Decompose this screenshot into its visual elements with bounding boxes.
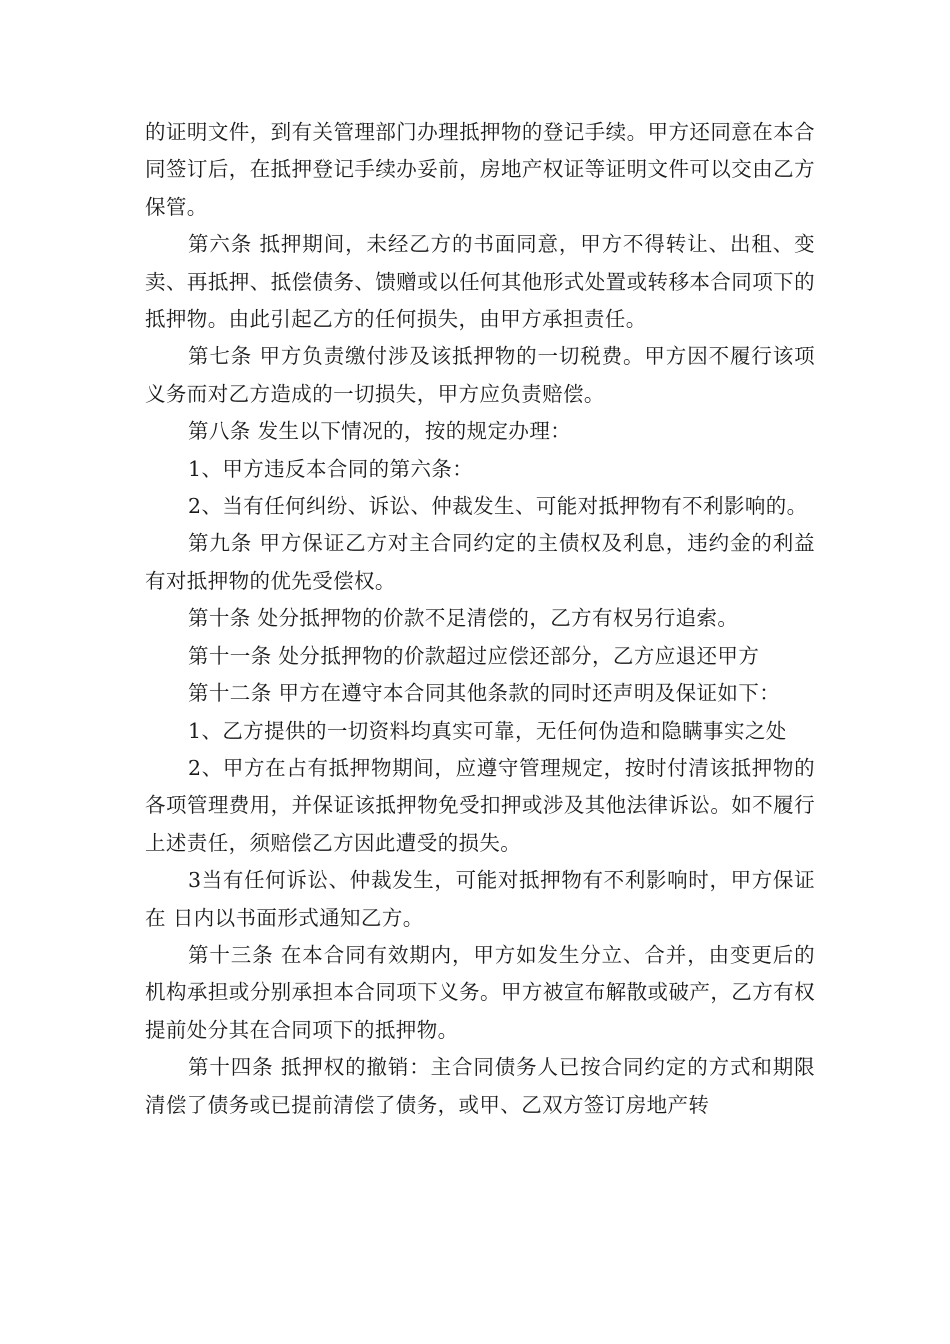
paragraph-article-12: 第十二条 甲方在遵守本合同其他条款的同时还声明及保证如下：: [188, 681, 781, 706]
paragraph-article-9: 第九条 甲方保证乙方对主合同约定的主债权及利息，违约金的利益有对抵押物的优先受偿权。: [145, 531, 815, 593]
paragraph-article-14: 第十四条 抵押权的撤销：主合同债务人已按合同约定的方式和期限清偿了债务或已提前清偿了债务，或甲、乙双方签订房地产转: [145, 1055, 815, 1117]
paragraph-article-12-item-1: 1、乙方提供的一切资料均真实可靠，无任何伪造和隐瞒事实之处: [188, 718, 787, 743]
paragraph-article-13: 第十三条 在本合同有效期内，甲方如发生分立、合并，由变更后的机构承担或分别承担本合同项下义务。甲方被宣布解散或破产，乙方有权提前处分其在合同项下的抵押物。: [145, 942, 815, 1042]
paragraph-article-11: 第十一条 处分抵押物的价款超过应偿还部分，乙方应退还甲方: [188, 643, 760, 668]
paragraph-article-8-item-1: 1、甲方违反本合同的第六条：: [188, 456, 474, 481]
paragraph-certificate-continuation: 的证明文件，到有关管理部门办理抵押物的登记手续。甲方还同意在本合同签订后，在抵押登记手续办妥前，房地产权证等证明文件可以交由乙方保管。: [145, 120, 815, 219]
contract-body: [145, 114, 815, 1124]
paragraph-article-6: 第六条 抵押期间，未经乙方的书面同意，甲方不得转让、出租、变卖、再抵押、抵偿债务、馈赠或以任何其他形式处置或转移本合同项下的抵押物。由此引起乙方的任何损失，由甲方承担责任。: [145, 232, 815, 332]
paragraph-article-8: 第八条 发生以下情况的，按的规定办理：: [188, 419, 572, 444]
paragraph-article-8-item-2: 2、当有任何纠纷、诉讼、仲裁发生、可能对抵押物有不利影响的。: [188, 494, 808, 519]
paragraph-article-12-item-2: 2、甲方在占有抵押物期间，应遵守管理规定，按时付清该抵押物的各项管理费用，并保证该抵押物免受扣押或涉及其他法律诉讼。如不履行上述责任，须赔偿乙方因此遭受的损失。: [145, 755, 815, 855]
paragraph-article-10: 第十条 处分抵押物的价款不足清偿的，乙方有权另行追索。: [188, 606, 739, 631]
paragraph-article-7: 第七条 甲方负责缴付涉及该抵押物的一切税费。甲方因不履行该项义务而对乙方造成的一切损失，甲方应负责赔偿。: [145, 344, 815, 406]
paragraph-article-12-item-3: 3当有任何诉讼、仲裁发生，可能对抵押物有不利影响时，甲方保证在 日内以书面形式通知乙方。: [145, 868, 815, 930]
